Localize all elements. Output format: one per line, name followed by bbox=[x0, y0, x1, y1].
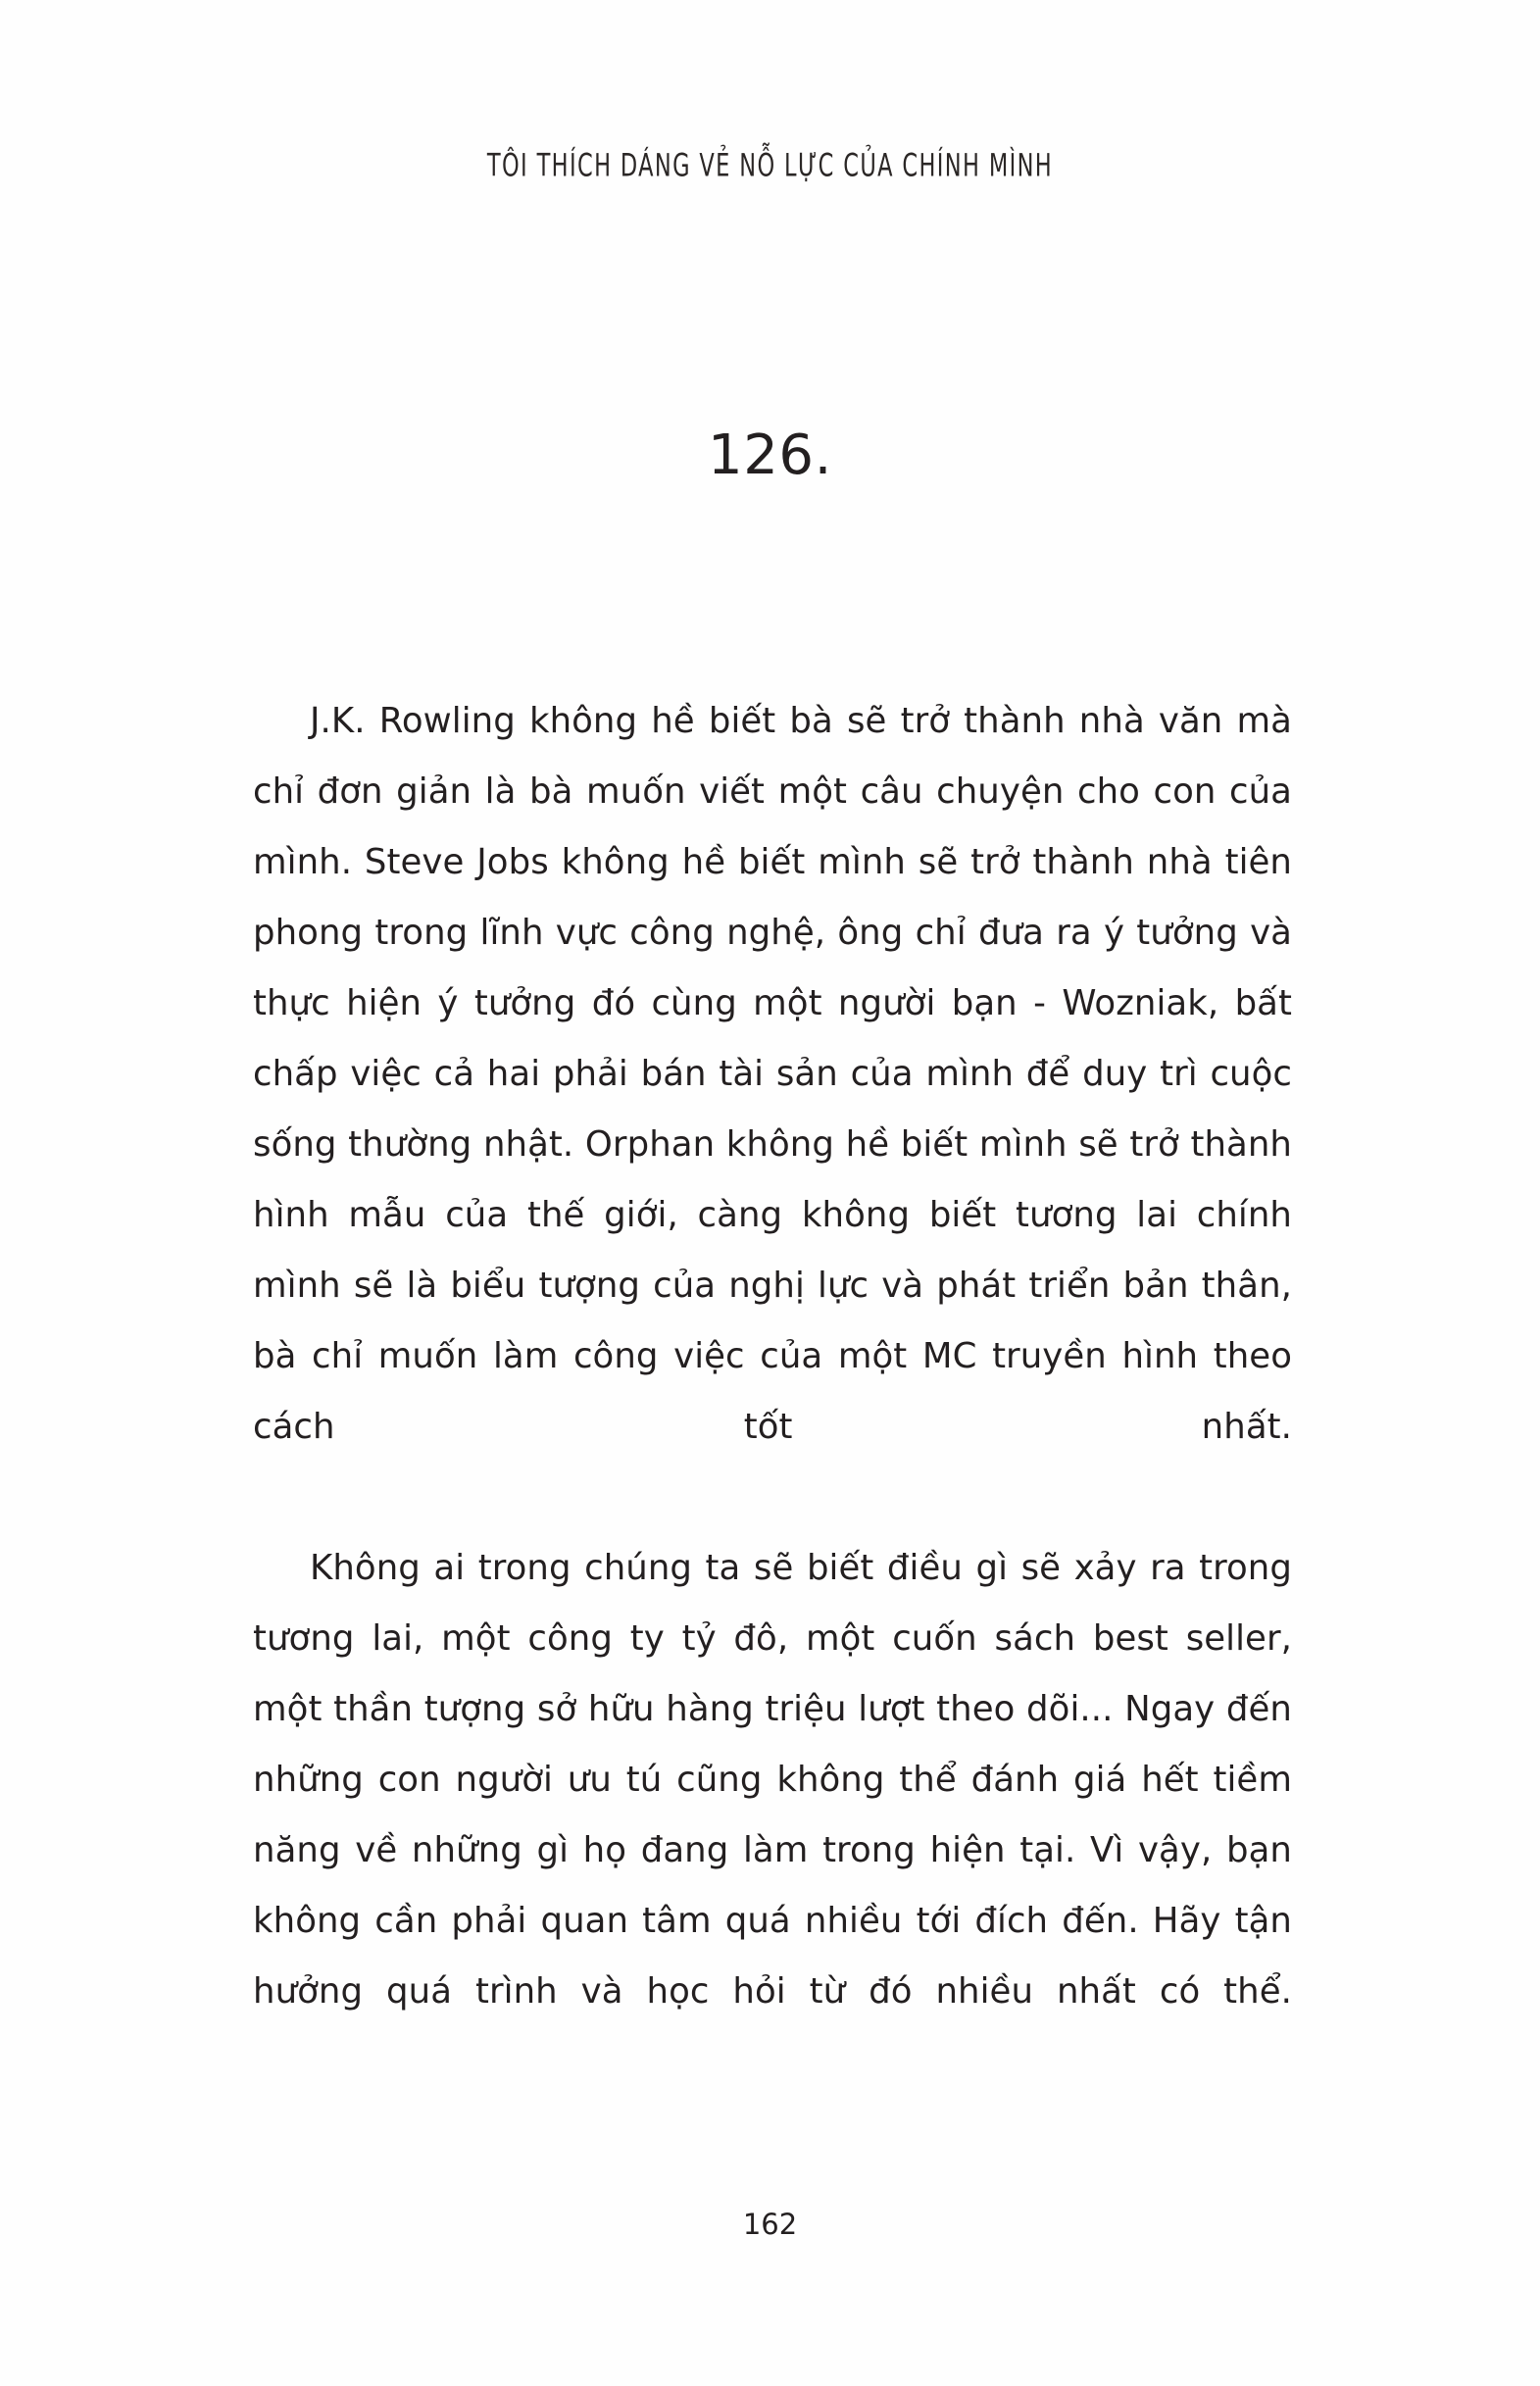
page-number: 162 bbox=[742, 2208, 798, 2241]
running-head: TÔI THÍCH DÁNG VẺ NỖ LỰC CỦA CHÍNH MÌNH bbox=[486, 147, 1054, 184]
body-text bbox=[253, 686, 1292, 2098]
paragraph: J.K. Rowling không hề biết bà sẽ trở thành nhà văn mà chỉ đơn giản là bà muốn viết một câu chuyện cho con của mình. Steve Jobs không hề biết mình sẽ trở thành nhà tiên phong trong lĩnh vực công nghệ, ông chỉ đưa ra ý tưởng và thực hiện ý tưởng đó cùng một người bạn - Wozniak, bất chấp việc cả hai phải bán tài sản của mình để duy trì cuộc sống thường nhật. Orphan không hề biết mình sẽ trở thành hình mẫu của thế giới, càng không biết tương lai chính mình sẽ là biểu tượng của nghị lực và phát triển bản thân, bà chỉ muốn làm công việc của một MC truyền hình theo cách tốt nhất. bbox=[253, 701, 1292, 1447]
paragraph: Không ai trong chúng ta sẽ biết điều gì sẽ xảy ra trong tương lai, một công ty tỷ đô, một cuốn sách best seller, một thần tượng sở hữu hàng triệu lượt theo dõi... Ngay đến những con người ưu tú cũng không thể đánh giá hết tiềm năng về những gì họ đang làm trong hiện tại. Vì vậy, bạn không cần phải quan tâm quá nhiều tới đích đến. Hãy tận hưởng quá trình và học hỏi từ đó nhiều nhất có thể. bbox=[253, 1548, 1292, 2012]
section-number: 126. bbox=[708, 423, 832, 487]
